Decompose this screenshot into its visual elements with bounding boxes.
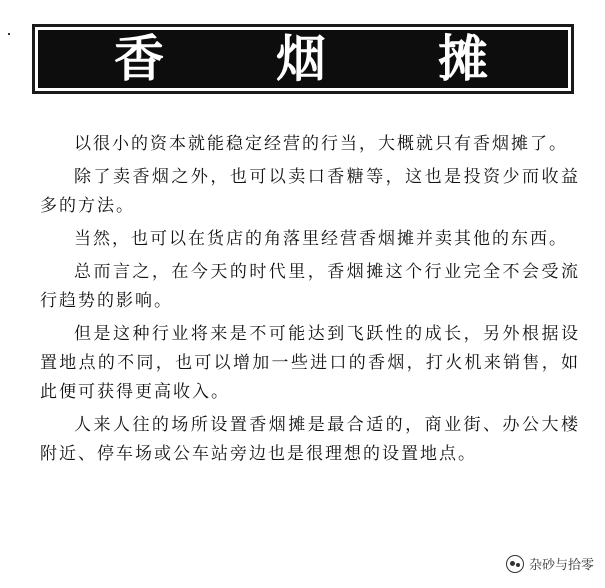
title-char-1: 香 [114,30,164,88]
title-band [38,30,568,88]
paragraph-3: 当然，也可以在货店的角落里经营香烟摊并卖其他的东西。 [74,229,568,249]
paragraph-5: 但是这种行业将来是不可能达到飞跃性的成长，另外根据设置地点的不同，也可以增加一些进口的香烟，打火机来销售，如此便可获得更高收入。 [40,324,580,402]
paragraph-2: 除了卖香烟之外，也可以卖口香糖等，这也是投资少而收益多的方法。 [40,167,580,216]
paragraph-6: 人来人往的场所设置香烟摊是最合适的，商业街、办公大楼附近、停车场或公车站旁边也是很理想的设置地点。 [40,415,580,464]
scan-speck [8,33,10,35]
watermark-text: 杂砂与拾零 [528,558,594,573]
paragraph-1: 以很小的资本就能稳定经营的行当，大概就只有香烟摊了。 [74,134,568,154]
title-frame [32,24,574,94]
watermark [503,553,597,574]
page-title [38,30,568,88]
title-char-3: 摊 [438,30,488,88]
wechat-icon [506,555,524,573]
article-body [40,130,580,469]
title-char-2: 烟 [276,30,326,88]
paragraph-4: 总而言之，在今天的时代里，香烟摊这个行业完全不会受流行趋势的影响。 [40,262,580,311]
